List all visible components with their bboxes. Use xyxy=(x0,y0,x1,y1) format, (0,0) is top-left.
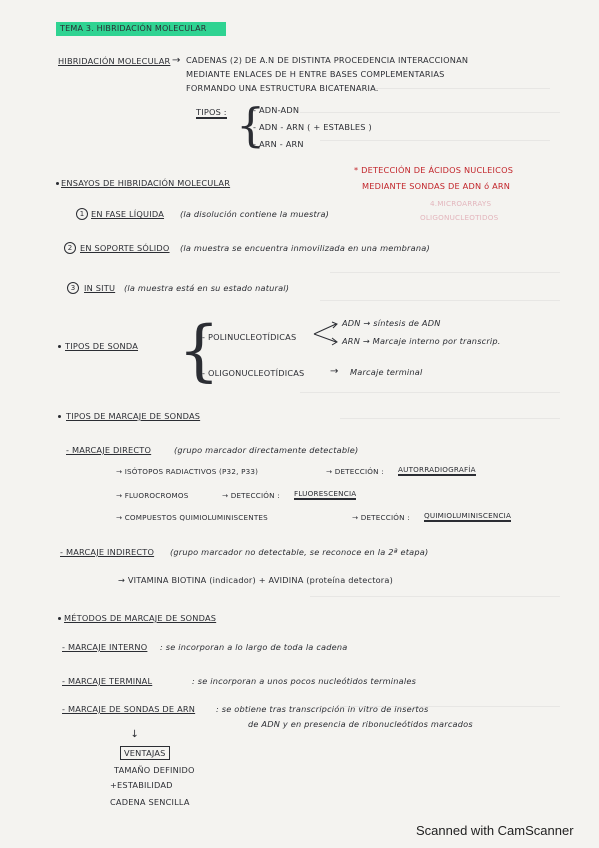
marcaje-indirecto-desc: (grupo marcador no detectable, se reconoce en la 2ª etapa) xyxy=(170,547,429,557)
directo-item-right: FLUORESCENCIA xyxy=(294,490,356,500)
ventaja-item: +ESTABILIDAD xyxy=(110,780,173,790)
ventajas-box: VENTAJAS xyxy=(120,746,170,760)
brace-icon: { xyxy=(178,312,220,389)
tipo-item: - ADN - ARN ( + ESTABLES ) xyxy=(253,122,372,132)
sonda-oligo-out: Marcaje terminal xyxy=(350,367,423,377)
marcaje-directo-desc: (grupo marcador directamente detectable) xyxy=(174,445,359,455)
directo-item-right: AUTORRADIOGRAFÍA xyxy=(398,466,476,476)
number-badge: 3 xyxy=(67,282,79,294)
tipos-marcaje-heading: TIPOS DE MARCAJE DE SONDAS xyxy=(66,411,201,421)
red-note-1: * DETECCIÓN DE ÁCIDOS NUCLEICOS xyxy=(354,165,514,175)
bullet-icon xyxy=(58,617,61,620)
metodo-label: - MARCAJE TERMINAL xyxy=(62,676,153,686)
arrow-icon: → xyxy=(172,55,181,66)
bleed-text: OLIGONUCLEOTIDOS xyxy=(420,213,499,222)
ensayo-label: EN SOPORTE SÓLIDO xyxy=(80,243,170,253)
number-badge: 1 xyxy=(76,208,88,220)
ensayos-heading: ENSAYOS DE HIBRIDACIÓN MOLECULAR xyxy=(61,178,231,188)
marcaje-directo: - MARCAJE DIRECTO xyxy=(66,445,152,455)
bullet-icon xyxy=(56,182,59,185)
red-note-2: MEDIANTE SONDAS DE ADN ó ARN xyxy=(362,181,511,191)
ensayo-label: EN FASE LÍQUIDA xyxy=(91,209,165,219)
metodo-label: - MARCAJE DE SONDAS DE ARN xyxy=(62,704,196,714)
sonda-poli-a: ADN → síntesis de ADN xyxy=(342,318,441,328)
ensayo-desc: (la muestra se encuentra inmovilizada en una membrana) xyxy=(180,243,430,253)
metodo-desc: : se incorporan a unos pocos nucleótidos terminales xyxy=(192,676,417,686)
marcaje-indirecto-line: → VITAMINA BIOTINA (indicador) + AVIDINA (proteína detectora) xyxy=(118,575,393,585)
tipo-item: - ADN-ADN xyxy=(253,105,300,115)
down-arrow-icon: → xyxy=(128,729,140,738)
marcaje-indirecto: - MARCAJE INDIRECTO xyxy=(60,547,155,557)
sonda-oligo: - OLIGONUCLEOTÍDICAS xyxy=(202,368,305,378)
hibridacion-def-1: CADENAS (2) DE A.N DE DISTINTA PROCEDENCIA INTERACCIONAN xyxy=(186,55,469,65)
bullet-icon xyxy=(58,345,61,348)
branch-arrows-icon xyxy=(312,318,340,348)
metodo-desc: : se incorporan a lo largo de toda la cadena xyxy=(160,642,348,652)
number-badge: 2 xyxy=(64,242,76,254)
metodo-desc-2: de ADN y en presencia de ribonucleótidos marcados xyxy=(248,719,473,729)
directo-item-left: → FLUOROCROMOS xyxy=(116,491,189,500)
page-title: TEMA 3. HIBRIDACIÓN MOLECULAR xyxy=(60,24,207,33)
directo-item-left: → COMPUESTOS QUIMIOLUMINISCENTES xyxy=(116,513,268,522)
directo-item-mid: → DETECCIÓN : xyxy=(352,513,410,522)
tipo-item: - ARN - ARN xyxy=(253,139,304,149)
hibridacion-term: HIBRIDACIÓN MOLECULAR xyxy=(58,56,171,66)
directo-item-mid: → DETECCIÓN : xyxy=(326,467,384,476)
hibridacion-def-3: FORMANDO UNA ESTRUCTURA BICATENARIA. xyxy=(186,83,379,93)
bullet-icon xyxy=(58,415,61,418)
ensayo-label: IN SITU xyxy=(84,283,116,293)
tipos-sonda-heading: TIPOS DE SONDA xyxy=(65,341,139,351)
directo-item-right: QUIMIOLUMINISCENCIA xyxy=(424,512,511,522)
directo-item-left: → ISÓTOPOS RADIACTIVOS (P32, P33) xyxy=(116,467,259,476)
ventaja-item: CADENA SENCILLA xyxy=(110,797,190,807)
directo-item-mid: → DETECCIÓN : xyxy=(222,491,280,500)
metodos-heading: MÉTODOS DE MARCAJE DE SONDAS xyxy=(64,613,217,623)
sonda-poli: - POLINUCLEOTÍDICAS xyxy=(202,332,297,342)
ventaja-item: TAMAÑO DEFINIDO xyxy=(114,765,195,775)
metodo-desc: : se obtiene tras transcripción in vitro de insertos xyxy=(216,704,429,714)
tipos-label: TIPOS : xyxy=(196,108,227,119)
scanner-watermark: Scanned with CamScanner xyxy=(416,823,574,838)
sonda-poli-b: ARN → Marcaje interno por transcrip. xyxy=(342,336,501,346)
metodo-label: - MARCAJE INTERNO xyxy=(62,642,148,652)
arrow-icon: → xyxy=(330,366,339,377)
ensayo-desc: (la muestra está en su estado natural) xyxy=(124,283,290,293)
brace-icon: { xyxy=(236,98,266,152)
bleed-text: 4.MICROARRAYS xyxy=(430,199,492,208)
ensayo-desc: (la disolución contiene la muestra) xyxy=(180,209,330,219)
hibridacion-def-2: MEDIANTE ENLACES DE H ENTRE BASES COMPLEMENTARIAS xyxy=(186,69,445,79)
